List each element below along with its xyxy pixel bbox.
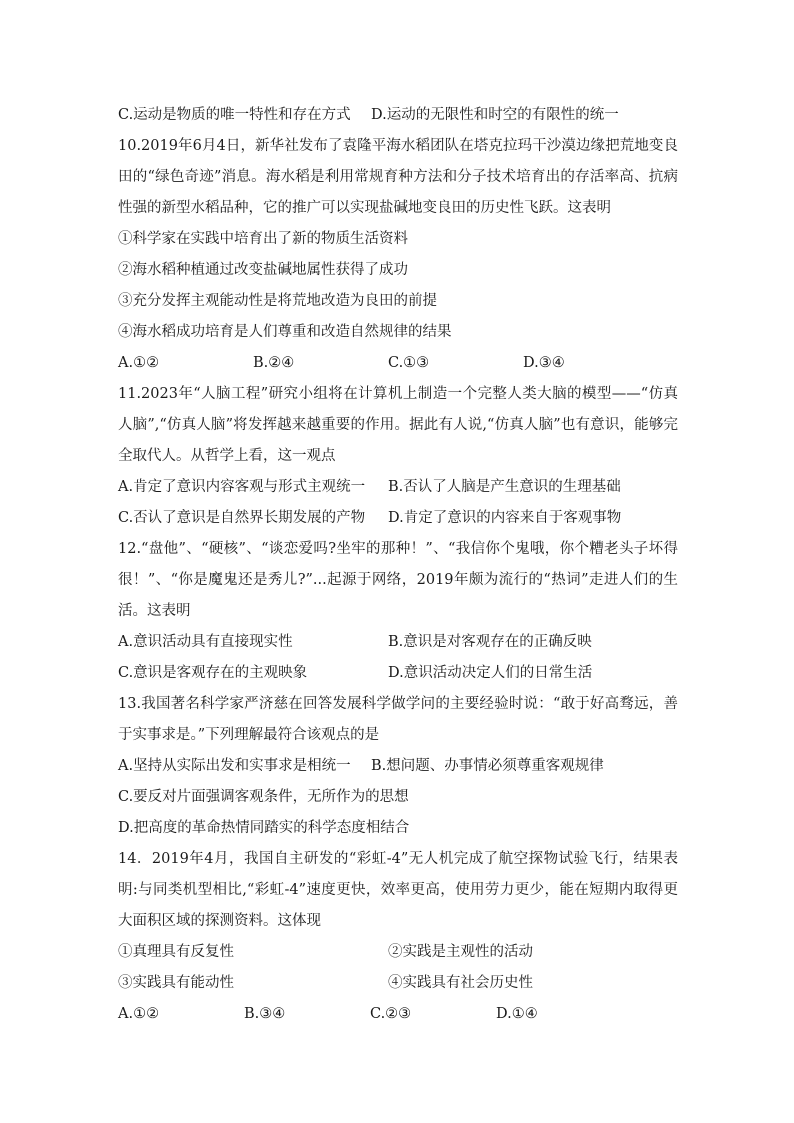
q14-item-1: ①真理具有反复性 [118, 944, 234, 960]
option-b: B.想问题、办事情必须尊重客观规律 [371, 758, 604, 774]
option-a: A.坚持从实际出发和实事求是相统一 [118, 758, 351, 774]
q14-item-3: ③实践具有能动性 [118, 975, 234, 991]
exam-page [118, 100, 678, 1030]
q14-item-4: ④实践具有社会历史性 [388, 975, 533, 991]
q14-stem: 14．2019年4月，我国自主研发的“彩虹-4”无人机完成了航空探物试验飞行，结果表明:与同类机型相比,“彩虹-4”速度更快，效率更高，使用劳力更少，能在短期内取得更大面积区域的探测资料。这体现 [118, 851, 678, 929]
option-c: C.运动是物质的唯一特性和存在方式 [118, 107, 351, 123]
q13-option-d: D.把高度的革命热情同踏实的科学态度相结合 [118, 820, 410, 836]
option-a: A.肯定了意识内容客观与形式主观统一 [118, 479, 366, 495]
option-b: B.③④ [244, 1006, 286, 1022]
q10-options [118, 348, 678, 379]
option-c: C.意识是客观存在的主观映象 [118, 665, 308, 681]
q9-options-cd [118, 100, 678, 131]
option-d: D.肯定了意识的内容来自于客观事物 [388, 510, 622, 526]
q11-options-ab [118, 472, 678, 503]
q10-item-3: ③充分发挥主观能动性是将荒地改造为良田的前提 [118, 293, 437, 309]
q14-options [118, 999, 678, 1030]
option-a: A.①② [118, 1006, 160, 1022]
option-d: D.③④ [523, 355, 565, 371]
q14-items-12 [118, 937, 678, 968]
option-c: C.②③ [370, 1006, 412, 1022]
option-a: A.①② [118, 355, 160, 371]
q10-item-2: ②海水稻种植通过改变盐碱地属性获得了成功 [118, 262, 408, 278]
q13-stem: 13.我国著名科学家严济慈在回答发展科学做学问的主要经验时说：“敢于好高骛远，善于实事求是。”下列理解最符合该观点的是 [118, 696, 678, 743]
option-b: B.意识是对客观存在的正确反映 [388, 634, 592, 650]
option-b: B.否认了人脑是产生意识的生理基础 [388, 479, 621, 495]
q12-options-ab [118, 627, 678, 658]
option-a: A.意识活动具有直接现实性 [118, 634, 293, 650]
q13-option-c: C.要反对片面强调客观条件，无所作为的思想 [118, 789, 409, 805]
q12-stem: 12.“盘他”、“硬核”、“谈恋爱吗?坐牢的那种！”、“我信你个鬼哦，你个糟老头子坏得很！”、“你是魔鬼还是秀儿?”...起源于网络，2019年颇为流行的“热词”走进人们的生活。这表明 [118, 541, 678, 619]
q10-item-1: ①科学家在实践中培育出了新的物质生活资料 [118, 231, 408, 247]
option-d: D.运动的无限性和时空的有限性的统一 [371, 107, 619, 123]
q14-item-2: ②实践是主观性的活动 [388, 944, 533, 960]
q13-options-ab [118, 751, 678, 782]
q11-options-cd [118, 503, 678, 534]
option-b: B.②④ [253, 355, 295, 371]
option-d: D.意识活动决定人们的日常生活 [388, 665, 593, 681]
q14-items-34 [118, 968, 678, 999]
option-d: D.①④ [496, 1006, 538, 1022]
q10-stem: 10.2019年6月4日，新华社发布了袁隆平海水稻团队在塔克拉玛干沙漠边缘把荒地变良田的“绿色奇迹”消息。海水稻是利用常规育种方法和分子技术培育出的存活率高、抗病性强的新型水稻品种，它的推广可以实现盐碱地变良田的历史性飞跃。这表明 [118, 138, 678, 216]
option-c: C.①③ [388, 355, 430, 371]
q10-item-4: ④海水稻成功培育是人们尊重和改造自然规律的结果 [118, 324, 452, 340]
q12-options-cd [118, 658, 678, 689]
option-c: C.否认了意识是自然界长期发展的产物 [118, 510, 366, 526]
q11-stem: 11.2023年“人脑工程”研究小组将在计算机上制造一个完整人类大脑的模型——“仿真人脑”,“仿真人脑”将发挥越来越重要的作用。据此有人说,“仿真人脑”也有意识，能够完全取代人。从哲学上看，这一观点 [118, 386, 678, 464]
